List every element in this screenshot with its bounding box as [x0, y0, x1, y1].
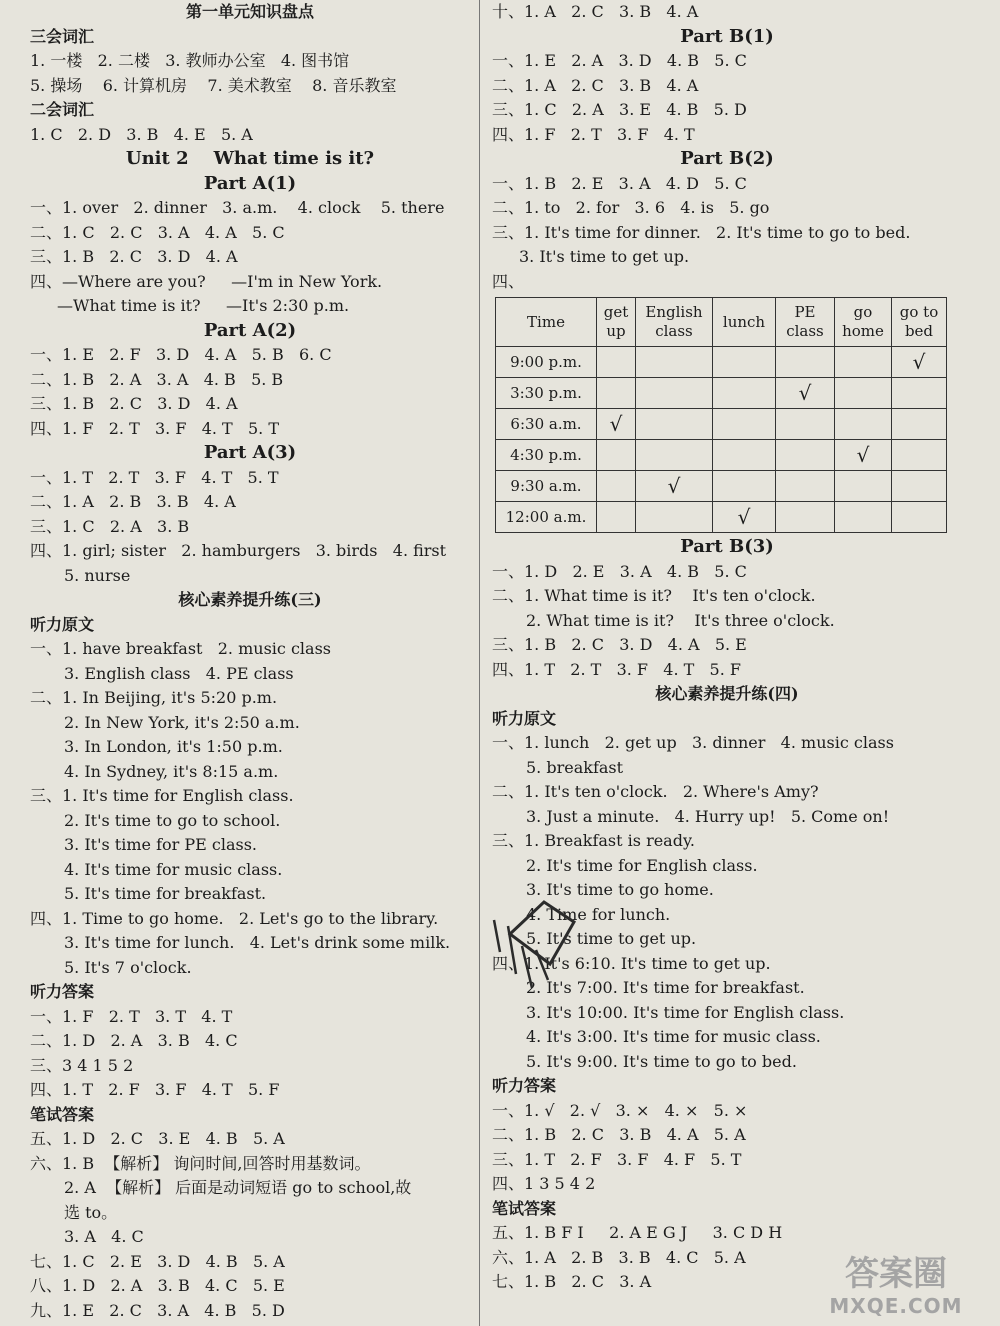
- right-bottom-block: [492, 535, 962, 1295]
- answer-line: 二、1. C 2. C 3. A 4. A 5. C: [30, 222, 285, 242]
- table-row: [496, 409, 947, 440]
- empty-cell: [835, 409, 892, 440]
- empty-cell: [776, 409, 835, 440]
- answer-line: 3. It's time for PE class.: [64, 835, 258, 854]
- section-heading: 三会词汇: [30, 26, 95, 46]
- answer-line: 3. A 4. C: [64, 1227, 144, 1246]
- answer-line: 七、1. B 2. C 3. A: [492, 1272, 652, 1291]
- table-header-cell: lunch: [713, 298, 776, 347]
- empty-cell: [892, 471, 947, 502]
- answer-line: 四、—Where are you? —I'm in New York.: [30, 271, 383, 291]
- empty-cell: [776, 440, 835, 471]
- section-heading: Part B(3): [680, 536, 774, 557]
- section-heading: Part A(2): [203, 319, 297, 341]
- table-row: [496, 440, 947, 471]
- empty-cell: [892, 409, 947, 440]
- answer-line: 2. It's 7:00. It's time for breakfast.: [526, 978, 805, 997]
- answer-line: 三、1. It's time for English class.: [30, 786, 294, 805]
- answer-line: 3. It's time to go home.: [526, 880, 714, 899]
- time-cell: 4:30 p.m.: [496, 440, 597, 471]
- answer-line: 三、1. B 2. C 3. D 4. A: [30, 247, 238, 266]
- empty-cell: [892, 440, 947, 471]
- answer-line: 一、1. √ 2. √ 3. × 4. × 5. ×: [492, 1100, 748, 1120]
- answer-line: —What time is it? —It's 2:30 p.m.: [57, 296, 350, 315]
- check-mark-cell: √: [835, 440, 892, 471]
- empty-cell: [835, 471, 892, 502]
- answer-line: 一、1. D 2. E 3. A 4. B 5. C: [492, 561, 747, 581]
- answer-line: 4. Time for lunch.: [526, 904, 671, 924]
- answer-line: 二、1. A 2. B 3. B 4. A: [30, 492, 236, 511]
- empty-cell: [636, 440, 713, 471]
- answer-line: 三、1. It's time for dinner. 2. It's time to go to bed.: [492, 222, 911, 242]
- answer-line: 5. It's time for breakfast.: [64, 884, 267, 903]
- answer-line: 3. English class 4. PE class: [64, 663, 294, 683]
- watermark-en: MXQE.COM: [829, 1294, 963, 1318]
- column-divider: [479, 0, 480, 1326]
- answer-line: 九、1. E 2. C 3. A 4. B 5. D: [30, 1300, 285, 1320]
- section-heading: 笔试答案: [492, 1198, 557, 1218]
- answer-line: 十、1. A 2. C 3. B 4. A: [492, 2, 699, 21]
- check-mark-cell: √: [713, 502, 776, 533]
- answer-line: 三、1. T 2. F 3. F 4. F 5. T: [492, 1149, 742, 1169]
- answer-line: 4. In Sydney, it's 8:15 a.m.: [64, 761, 279, 781]
- right-top-block: [492, 0, 962, 294]
- answer-line: 一、1. lunch 2. get up 3. dinner 4. music class: [492, 733, 894, 752]
- empty-cell: [892, 502, 947, 533]
- answer-line: 2. In New York, it's 2:50 a.m.: [64, 712, 300, 732]
- answer-line: 二、1. D 2. A 3. B 4. C: [30, 1031, 238, 1050]
- section-heading: 听力答案: [30, 982, 95, 1001]
- answer-line: 六、1. A 2. B 3. B 4. C 5. A: [492, 1247, 746, 1267]
- answer-line: 5. nurse: [64, 565, 131, 585]
- answer-line: 2. A 【解析】 后面是动词短语 go to school,故: [64, 1178, 412, 1197]
- answer-line: 二、1. It's ten o'clock. 2. Where's Amy?: [492, 782, 819, 801]
- answer-line: 3. It's 10:00. It's time for English class.: [526, 1002, 845, 1022]
- answer-line: 三、1. C 2. A 3. B: [30, 516, 190, 536]
- empty-cell: [776, 347, 835, 378]
- answer-line: 5. It's time to get up.: [526, 929, 697, 948]
- empty-cell: [597, 347, 636, 378]
- answer-line: 四、1. F 2. T 3. F 4. T 5. T: [30, 418, 280, 438]
- answer-line: 四、1. F 2. T 3. F 4. T: [492, 124, 695, 144]
- table-row: [496, 347, 947, 378]
- answer-line: 一、1. E 2. F 3. D 4. A 5. B 6. C: [30, 345, 332, 364]
- answer-line: 2. It's time for English class.: [526, 855, 758, 875]
- time-cell: 12:00 a.m.: [496, 502, 597, 533]
- empty-cell: [636, 502, 713, 533]
- section-heading: 核心素养提升练(四): [655, 684, 799, 703]
- empty-cell: [636, 409, 713, 440]
- empty-cell: [636, 378, 713, 409]
- answer-line: 4. It's 3:00. It's time for music class.: [526, 1027, 821, 1046]
- empty-cell: [713, 471, 776, 502]
- answer-line: 2. It's time to go to school.: [64, 810, 281, 830]
- answer-line: 3. It's time to get up.: [519, 247, 690, 266]
- section-heading: Part A(3): [203, 442, 297, 463]
- section-heading: Unit 2 What time is it?: [125, 148, 375, 169]
- table-header-cell: go to bed: [892, 298, 947, 347]
- schedule-table: [495, 297, 947, 533]
- answer-line: 四、1. It's 6:10. It's time to get up.: [492, 953, 771, 973]
- left-column: [30, 0, 470, 1323]
- empty-cell: [713, 440, 776, 471]
- answer-line: 四、1. T 2. T 3. F 4. T 5. F: [492, 659, 742, 679]
- section-heading: 听力原文: [492, 708, 557, 728]
- check-mark-cell: √: [597, 409, 636, 440]
- answer-line: 3. It's time for lunch. 4. Let's drink some milk.: [64, 933, 451, 952]
- empty-cell: [597, 471, 636, 502]
- section-heading: 笔试答案: [30, 1104, 95, 1124]
- answer-line: 5. It's 7 o'clock.: [64, 957, 192, 977]
- answer-line: 四、1. Time to go home. 2. Let's go to the library.: [30, 908, 439, 928]
- answer-line: 4. It's time for music class.: [64, 859, 283, 879]
- empty-cell: [597, 502, 636, 533]
- answer-line: 选 to。: [64, 1202, 118, 1222]
- answer-line: 二、1. What time is it? It's ten o'clock.: [492, 586, 816, 605]
- time-cell: 3:30 p.m.: [496, 378, 597, 409]
- table-header-cell: English class: [636, 298, 713, 347]
- answer-line: 一、1. T 2. T 3. F 4. T 5. T: [30, 467, 279, 487]
- watermark: [806, 1254, 986, 1318]
- section-heading: 核心素养提升练(三): [178, 590, 322, 609]
- answer-line: 七、1. C 2. E 3. D 4. B 5. A: [30, 1251, 285, 1271]
- answer-line: 三、1. C 2. A 3. E 4. B 5. D: [492, 100, 747, 119]
- section-heading: Part B(1): [680, 25, 774, 47]
- answer-line: 1. 一楼 2. 二楼 3. 教师办公室 4. 图书馆: [30, 51, 350, 70]
- check-mark-cell: √: [636, 471, 713, 502]
- answer-line: 3. Just a minute. 4. Hurry up! 5. Come on!: [526, 806, 890, 826]
- table-header-cell: Time: [496, 298, 597, 347]
- answer-line: 一、1. E 2. A 3. D 4. B 5. C: [492, 51, 747, 70]
- table-row: [496, 502, 947, 533]
- check-mark-cell: √: [776, 378, 835, 409]
- empty-cell: [597, 440, 636, 471]
- answer-line: 二、1. B 2. C 3. B 4. A 5. A: [492, 1125, 746, 1144]
- answer-line: 四、1 3 5 4 2: [492, 1174, 596, 1193]
- table-header-cell: get up: [597, 298, 636, 347]
- answer-line: 三、1. B 2. C 3. D 4. A 5. E: [492, 635, 747, 654]
- empty-cell: [776, 471, 835, 502]
- answer-line: 一、1. over 2. dinner 3. a.m. 4. clock 5. there: [30, 198, 445, 217]
- answer-line: 二、1. to 2. for 3. 6 4. is 5. go: [492, 198, 770, 217]
- section-heading: Part B(2): [680, 148, 774, 169]
- answer-line: 二、1. A 2. C 3. B 4. A: [492, 75, 699, 95]
- empty-cell: [636, 347, 713, 378]
- answer-line: 5. breakfast: [526, 757, 624, 777]
- section-heading: 二会词汇: [30, 100, 95, 119]
- answer-line: 三、1. B 2. C 3. D 4. A: [30, 394, 238, 413]
- section-heading: 听力原文: [30, 614, 95, 634]
- table-row: [496, 471, 947, 502]
- time-cell: 6:30 a.m.: [496, 409, 597, 440]
- answer-line: 三、3 4 1 5 2: [30, 1055, 134, 1075]
- check-mark-cell: √: [892, 347, 947, 378]
- answer-line: 八、1. D 2. A 3. B 4. C 5. E: [30, 1276, 285, 1295]
- answer-line: 3. In London, it's 1:50 p.m.: [64, 737, 283, 756]
- right-column: [492, 0, 962, 1295]
- empty-cell: [713, 347, 776, 378]
- empty-cell: [713, 409, 776, 440]
- answer-line: 三、1. Breakfast is ready.: [492, 831, 695, 850]
- answer-line: 5. It's 9:00. It's time to go to bed.: [526, 1051, 797, 1071]
- time-cell: 9:00 p.m.: [496, 347, 597, 378]
- answer-line: 5. 操场 6. 计算机房 7. 美术教室 8. 音乐教室: [30, 75, 397, 95]
- empty-cell: [892, 378, 947, 409]
- answer-line: 四、1. girl; sister 2. hamburgers 3. birds 4. first: [30, 541, 447, 560]
- answer-line: 一、1. F 2. T 3. T 4. T: [30, 1006, 233, 1026]
- empty-cell: [713, 378, 776, 409]
- answer-line: 四、1. T 2. F 3. F 4. T 5. F: [30, 1080, 280, 1099]
- answer-line: 六、1. B 【解析】 询问时间,回答时用基数词。: [30, 1153, 371, 1173]
- answer-line: 五、1. B F I 2. A E G J 3. C D H: [492, 1223, 783, 1242]
- section-heading: 第一单元知识盘点: [185, 2, 314, 21]
- section-heading: Part A(1): [203, 172, 297, 194]
- answer-line: 四、: [492, 271, 525, 291]
- empty-cell: [835, 502, 892, 533]
- answer-line: 2. What time is it? It's three o'clock.: [526, 610, 835, 630]
- answer-line: 二、1. B 2. A 3. A 4. B 5. B: [30, 369, 284, 389]
- empty-cell: [597, 378, 636, 409]
- answer-line: 二、1. In Beijing, it's 5:20 p.m.: [30, 688, 278, 707]
- watermark-cn: 答案圈: [845, 1254, 947, 1294]
- table-row: [496, 378, 947, 409]
- answer-line: 五、1. D 2. C 3. E 4. B 5. A: [30, 1129, 285, 1148]
- section-heading: 听力答案: [492, 1076, 557, 1095]
- empty-cell: [776, 502, 835, 533]
- table-header-cell: PE class: [776, 298, 835, 347]
- answer-line: 一、1. B 2. E 3. A 4. D 5. C: [492, 173, 747, 193]
- empty-cell: [835, 378, 892, 409]
- time-cell: 9:30 a.m.: [496, 471, 597, 502]
- answer-line: 一、1. have breakfast 2. music class: [30, 639, 331, 658]
- table-header-cell: go home: [835, 298, 892, 347]
- answer-line: 1. C 2. D 3. B 4. E 5. A: [30, 124, 253, 144]
- empty-cell: [835, 347, 892, 378]
